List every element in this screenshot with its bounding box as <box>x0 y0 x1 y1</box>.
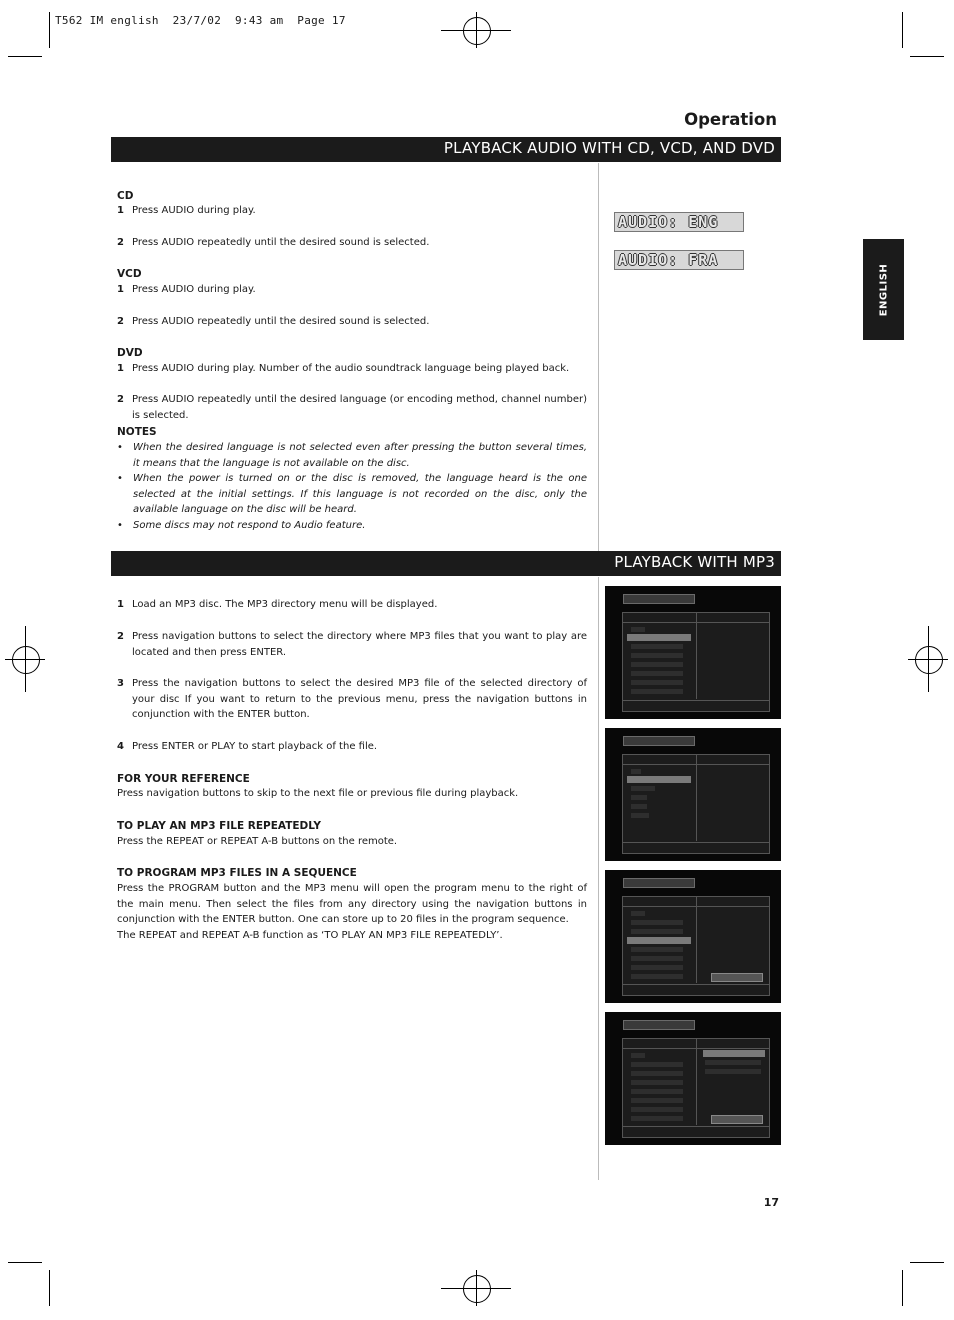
step-number: 1 <box>117 205 124 216</box>
menu-title-bar <box>623 594 695 604</box>
menu-row-selected <box>627 937 691 944</box>
lcd-text: AUDIO: FRA <box>618 251 719 269</box>
menu-row <box>631 956 683 961</box>
note-text: Some discs may not respond to Audio feature. <box>133 520 366 531</box>
menu-row-selected <box>627 776 691 783</box>
mp3-menu-screenshot <box>605 870 781 1003</box>
step-text: Press AUDIO during play. <box>132 284 256 295</box>
menu-panel <box>622 1038 770 1138</box>
section-title: PLAYBACK WITH MP3 <box>614 553 775 571</box>
lcd-display <box>614 212 744 232</box>
crop-mark <box>902 12 903 48</box>
menu-row <box>631 1062 683 1067</box>
registration-mark <box>12 646 40 674</box>
step-text: Press AUDIO repeatedly until the desired sound is selected. <box>132 237 430 248</box>
menu-row <box>631 680 683 685</box>
step-item <box>117 203 587 219</box>
mp3-menu-screenshot <box>605 1012 781 1145</box>
lcd-display <box>614 250 744 270</box>
step-item <box>117 392 587 423</box>
step-item <box>117 314 587 330</box>
menu-row <box>631 1116 683 1121</box>
menu-row <box>631 671 683 676</box>
menu-row <box>631 689 683 694</box>
step-number: 1 <box>117 599 124 610</box>
step-text: Press ENTER or PLAY to start playback of the file. <box>132 741 378 752</box>
mp3-menu-screenshot <box>605 586 781 719</box>
menu-row <box>631 795 647 800</box>
menu-row <box>631 786 655 791</box>
column-divider <box>598 577 599 1180</box>
heading-program: TO PROGRAM MP3 FILES IN A SEQUENCE <box>117 867 357 879</box>
step-number: 4 <box>117 741 124 752</box>
step-item <box>117 597 587 613</box>
menu-row <box>631 1071 683 1076</box>
column-divider <box>598 163 599 551</box>
bullet: • <box>117 442 123 453</box>
menu-title-bar <box>623 1020 695 1030</box>
section-bar-mp3 <box>111 551 781 576</box>
menu-row <box>631 1089 683 1094</box>
program-row-selected <box>703 1050 765 1057</box>
step-number: 3 <box>117 678 124 689</box>
step-item <box>117 739 587 755</box>
step-number: 2 <box>117 394 124 405</box>
note-text: When the power is turned on or the disc is removed, the language heard is the one selected at the initial settings. If this language is not recorded on the disc, only the available language on the disc will be heard. <box>133 473 587 516</box>
step-number: 1 <box>117 284 124 295</box>
crop-mark <box>928 626 929 692</box>
menu-footer <box>623 700 769 711</box>
menu-row <box>631 644 683 649</box>
menu-footer <box>623 1126 769 1137</box>
mp3-menu-screenshot <box>605 728 781 861</box>
step-item <box>117 235 587 251</box>
note-item <box>117 440 587 471</box>
crop-mark <box>910 1262 944 1263</box>
step-item <box>117 282 587 298</box>
step-text: Press AUDIO repeatedly until the desired sound is selected. <box>132 316 430 327</box>
program-text: Press the PROGRAM button and the MP3 menu will open the program menu to the right of the main menu. Then select the files from any directory using the navigation buttons in conjunction with the ENTER button. One can store up to 20 files in the program sequence. <box>117 883 587 926</box>
program-text-2: The REPEAT and REPEAT A-B function as ‘TO PLAY AN MP3 FILE REPEATEDLY’. <box>117 930 503 941</box>
menu-row <box>631 920 683 925</box>
menu-row <box>631 653 683 658</box>
menu-panel <box>622 612 770 712</box>
registration-mark <box>915 646 943 674</box>
note-item <box>117 471 587 518</box>
heading-vcd: VCD <box>117 268 142 280</box>
step-number: 2 <box>117 316 124 327</box>
step-text: Press AUDIO repeatedly until the desired language (or encoding method, channel number) is selected. <box>132 394 587 421</box>
menu-row <box>631 804 647 809</box>
step-item <box>117 361 587 377</box>
step-number: 1 <box>117 363 124 374</box>
bullet: • <box>117 520 123 531</box>
note-item <box>117 518 587 534</box>
menu-row <box>631 1053 645 1058</box>
menu-row <box>631 974 683 979</box>
menu-title-bar <box>623 736 695 746</box>
crop-mark <box>902 1270 903 1306</box>
step-number: 2 <box>117 631 124 642</box>
heading-repeat: TO PLAY AN MP3 FILE REPEATEDLY <box>117 820 321 832</box>
heading-dvd: DVD <box>117 347 143 359</box>
menu-footer <box>623 842 769 853</box>
heading-reference: FOR YOUR REFERENCE <box>117 773 250 785</box>
bullet: • <box>117 473 123 484</box>
registration-mark <box>463 17 491 45</box>
menu-row <box>631 1080 683 1085</box>
language-tab-label: ENGLISH <box>878 263 889 316</box>
crop-mark <box>476 1270 477 1306</box>
crop-mark <box>49 1270 50 1306</box>
menu-row-selected <box>627 634 691 641</box>
menu-row <box>631 929 683 934</box>
page-number: 17 <box>763 1196 779 1209</box>
step-item <box>117 629 587 660</box>
step-number: 2 <box>117 237 124 248</box>
section-title: PLAYBACK AUDIO WITH CD, VCD, AND DVD <box>443 139 775 157</box>
step-text: Press AUDIO during play. <box>132 205 256 216</box>
heading-cd: CD <box>117 190 134 202</box>
step-text: Press navigation buttons to select the directory where MP3 files that you want to play are located and then press ENTER. <box>132 631 587 658</box>
section-bar-audio <box>111 137 781 162</box>
crop-mark <box>8 1262 42 1263</box>
registration-mark <box>463 1275 491 1303</box>
crop-mark <box>49 12 50 48</box>
menu-title-bar <box>623 878 695 888</box>
menu-row <box>631 769 641 774</box>
program-row <box>705 1060 761 1065</box>
step-text: Load an MP3 disc. The MP3 directory menu will be displayed. <box>132 599 438 610</box>
menu-row <box>631 947 683 952</box>
language-tab <box>863 239 904 340</box>
step-text: Press the navigation buttons to select the desired MP3 file of the selected directory of your disc If you want to return to the previous menu, press the navigation buttons in conjunction with the ENTER button. <box>132 678 587 721</box>
print-slug: T562 IM english 23/7/02 9:43 am Page 17 <box>55 14 346 27</box>
step-text: Press AUDIO during play. Number of the audio soundtrack language being played back. <box>132 363 570 374</box>
crop-mark <box>8 56 42 57</box>
crop-mark <box>476 12 477 48</box>
menu-row <box>631 1098 683 1103</box>
lcd-text: AUDIO: ENG <box>618 213 719 231</box>
menu-row <box>631 965 683 970</box>
menu-panel <box>622 754 770 854</box>
menu-button <box>711 973 763 982</box>
crop-mark <box>25 626 26 692</box>
note-text: When the desired language is not selected even after pressing the button several times, it means that the language is not available on the disc. <box>133 442 587 469</box>
reference-text: Press navigation buttons to skip to the next file or previous file during playback. <box>117 788 519 799</box>
menu-row <box>631 813 649 818</box>
heading-notes: NOTES <box>117 426 157 438</box>
menu-button <box>711 1115 763 1124</box>
menu-row <box>631 1107 683 1112</box>
menu-row <box>631 627 645 632</box>
step-item <box>117 676 587 723</box>
menu-row <box>631 911 645 916</box>
menu-panel <box>622 896 770 996</box>
menu-row <box>631 662 683 667</box>
crop-mark <box>910 56 944 57</box>
menu-footer <box>623 984 769 995</box>
program-row <box>705 1069 761 1074</box>
page-header-title: Operation <box>684 110 777 129</box>
repeat-text: Press the REPEAT or REPEAT A-B buttons on the remote. <box>117 836 398 847</box>
